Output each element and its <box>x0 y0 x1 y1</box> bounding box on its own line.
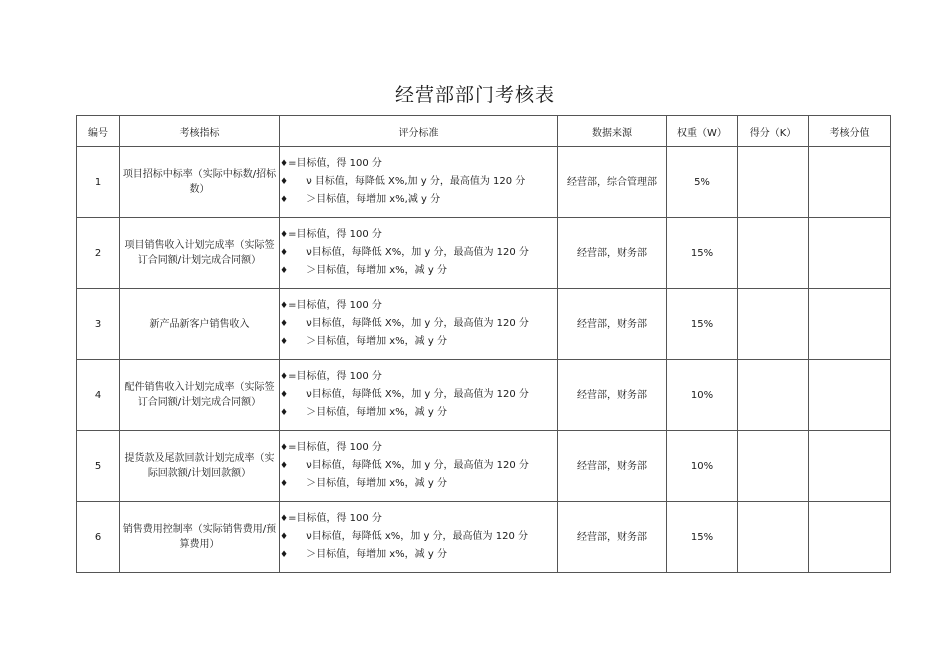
diamond-bullet-icon: ♦ <box>280 177 289 187</box>
row-score[interactable] <box>738 218 809 289</box>
row-weight: 10% <box>667 431 738 502</box>
header-row <box>77 116 891 147</box>
table-row <box>77 431 891 502</box>
diamond-bullet-icon: ♦ <box>280 266 289 276</box>
row-score[interactable] <box>738 147 809 218</box>
row-indicator: 新产品新客户销售收入 <box>120 289 280 360</box>
row-indicator: 项目招标中标率（实际中标数/招标数） <box>120 147 280 218</box>
header-value: 考核分值 <box>809 116 891 147</box>
row-score[interactable] <box>738 360 809 431</box>
page-title: 经营部部门考核表 <box>394 84 555 106</box>
row-criteria <box>280 502 558 573</box>
row-value[interactable] <box>809 360 891 431</box>
row-number: 1 <box>77 147 120 218</box>
row-value[interactable] <box>809 218 891 289</box>
criteria-line: ♦ ＞目标值，每增加 x%，减 y 分 <box>280 262 557 280</box>
row-value[interactable] <box>809 289 891 360</box>
table-row <box>77 289 891 360</box>
row-criteria <box>280 218 558 289</box>
criteria-line: ♦=目标值，得 100 分 <box>280 439 557 457</box>
row-criteria <box>280 431 558 502</box>
criteria-line: ♦ ν目标值，每降低 X%，加 y 分，最高值为 120 分 <box>280 457 557 475</box>
row-score[interactable] <box>738 289 809 360</box>
row-value[interactable] <box>809 502 891 573</box>
criteria-line: ♦ ν目标值，每降低 X%，加 y 分，最高值为 120 分 <box>280 386 557 404</box>
row-criteria <box>280 289 558 360</box>
criteria-line: ♦ ＞目标值，每增加 x%，减 y 分 <box>280 333 557 351</box>
diamond-bullet-icon: ♦ <box>280 337 289 347</box>
row-source: 经营部，财务部 <box>558 289 667 360</box>
header-criteria: 评分标准 <box>280 116 558 147</box>
diamond-bullet-icon: ♦ <box>280 390 289 400</box>
criteria-line: ♦ ＞目标值，每增加 x%，减 y 分 <box>280 404 557 422</box>
diamond-bullet-icon: ♦ <box>280 443 289 453</box>
row-weight: 15% <box>667 502 738 573</box>
header-score: 得分（K） <box>738 116 809 147</box>
row-indicator: 配件销售收入计划完成率（实际签订合同额/计划完成合同额） <box>120 360 280 431</box>
diamond-bullet-icon: ♦ <box>280 479 289 489</box>
row-indicator: 销售费用控制率（实际销售费用/预算费用） <box>120 502 280 573</box>
criteria-line: ♦=目标值，得 100 分 <box>280 510 557 528</box>
row-source: 经营部，财务部 <box>558 360 667 431</box>
diamond-bullet-icon: ♦ <box>280 319 289 329</box>
row-value[interactable] <box>809 431 891 502</box>
row-number: 2 <box>77 218 120 289</box>
row-indicator: 项目销售收入计划完成率（实际签订合同额/计划完成合同额） <box>120 218 280 289</box>
row-source: 经营部，财务部 <box>558 502 667 573</box>
table-row <box>77 218 891 289</box>
row-weight: 5% <box>667 147 738 218</box>
diamond-bullet-icon: ♦ <box>280 550 289 560</box>
criteria-line: ♦ ν 目标值，每降低 X%,加 y 分，最高值为 120 分 <box>280 173 557 191</box>
row-weight: 15% <box>667 289 738 360</box>
table-row <box>77 502 891 573</box>
header-weight: 权重（W） <box>667 116 738 147</box>
diamond-bullet-icon: ♦ <box>280 301 289 311</box>
criteria-line: ♦=目标值，得 100 分 <box>280 155 557 173</box>
diamond-bullet-icon: ♦ <box>280 230 289 240</box>
row-weight: 10% <box>667 360 738 431</box>
table-row <box>77 147 891 218</box>
criteria-line: ♦=目标值，得 100 分 <box>280 297 557 315</box>
row-criteria <box>280 147 558 218</box>
row-score[interactable] <box>738 502 809 573</box>
diamond-bullet-icon: ♦ <box>280 195 289 205</box>
criteria-line: ♦ ＞目标值，每增加 x%，减 y 分 <box>280 475 557 493</box>
diamond-bullet-icon: ♦ <box>280 408 289 418</box>
diamond-bullet-icon: ♦ <box>280 514 289 524</box>
criteria-line: ♦ ＞目标值，每增加 x%,减 y 分 <box>280 191 557 209</box>
diamond-bullet-icon: ♦ <box>280 159 289 169</box>
diamond-bullet-icon: ♦ <box>280 248 289 258</box>
row-weight: 15% <box>667 218 738 289</box>
header-source: 数据来源 <box>558 116 667 147</box>
criteria-line: ♦ ν目标值，每降低 x%，加 y 分，最高值为 120 分 <box>280 528 557 546</box>
criteria-line: ♦ ＞目标值，每增加 x%，减 y 分 <box>280 546 557 564</box>
row-number: 3 <box>77 289 120 360</box>
header-indicator: 考核指标 <box>120 116 280 147</box>
criteria-line: ♦=目标值，得 100 分 <box>280 226 557 244</box>
row-number: 4 <box>77 360 120 431</box>
diamond-bullet-icon: ♦ <box>280 372 289 382</box>
row-source: 经营部，财务部 <box>558 431 667 502</box>
diamond-bullet-icon: ♦ <box>280 532 289 542</box>
row-score[interactable] <box>738 431 809 502</box>
diamond-bullet-icon: ♦ <box>280 461 289 471</box>
row-number: 6 <box>77 502 120 573</box>
row-value[interactable] <box>809 147 891 218</box>
criteria-line: ♦=目标值，得 100 分 <box>280 368 557 386</box>
assessment-table <box>76 115 891 573</box>
criteria-line: ♦ ν目标值，每降低 X%，加 y 分，最高值为 120 分 <box>280 244 557 262</box>
table-row <box>77 360 891 431</box>
row-source: 经营部，综合管理部 <box>558 147 667 218</box>
criteria-line: ♦ ν目标值，每降低 X%，加 y 分，最高值为 120 分 <box>280 315 557 333</box>
row-criteria <box>280 360 558 431</box>
row-number: 5 <box>77 431 120 502</box>
row-source: 经营部，财务部 <box>558 218 667 289</box>
row-indicator: 提货款及尾款回款计划完成率（实际回款额/计划回款额） <box>120 431 280 502</box>
header-number: 编号 <box>77 116 120 147</box>
